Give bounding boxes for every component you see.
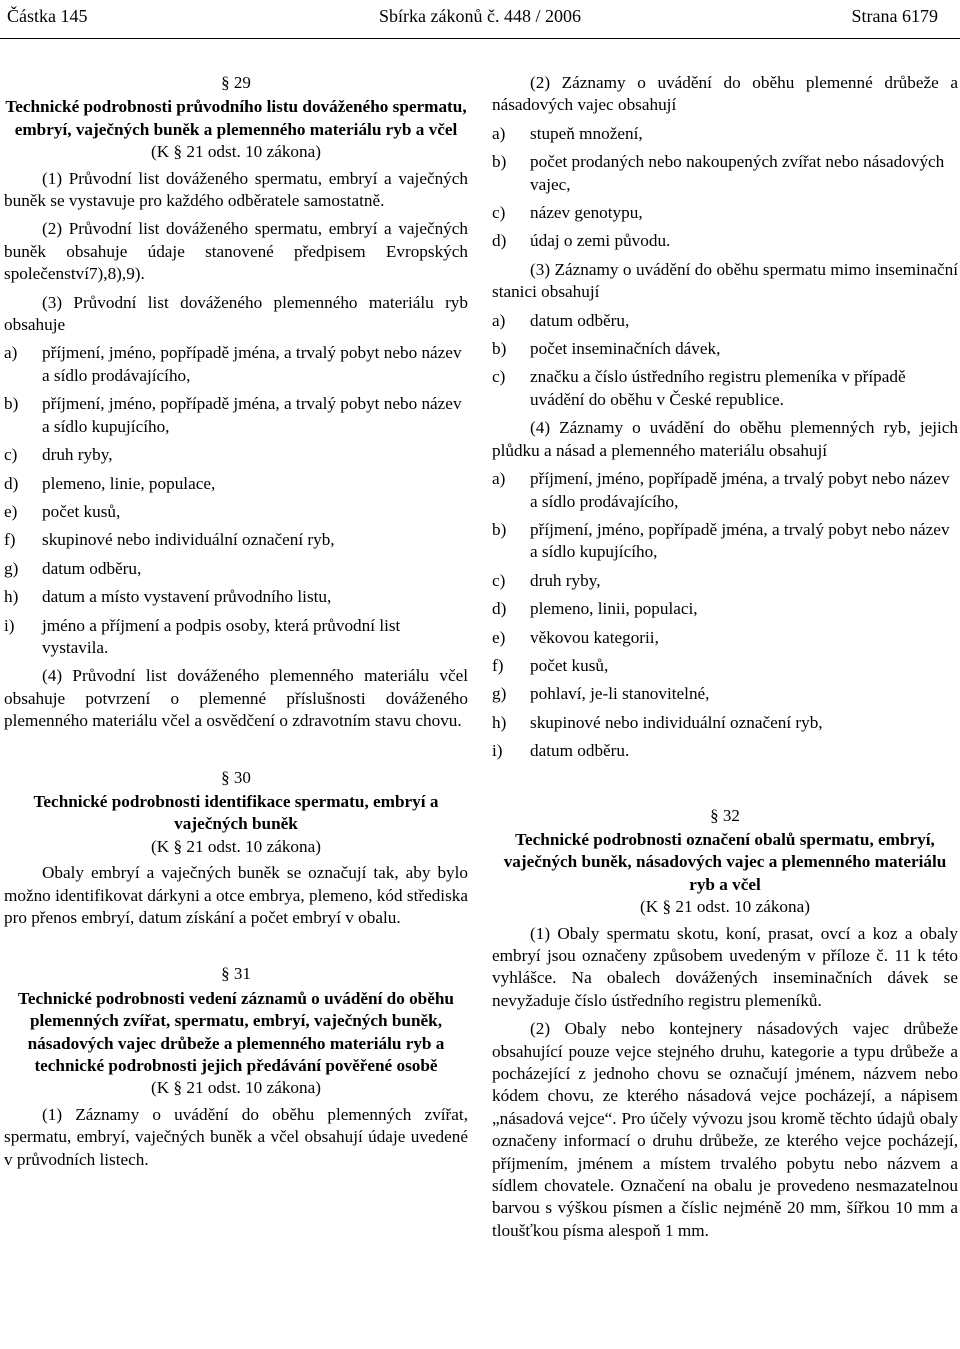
section-number: § 30	[221, 767, 251, 787]
list-item: e) věkovou kategorii,	[492, 627, 659, 647]
list-item: b) příjmení, jméno, popřípadě jména, a trvalý pobyt nebo název a sídlo kupujícího,	[4, 394, 462, 436]
paragraph: (1) Obaly spermatu skotu, koní, prasat, ovcí a koz a obaly embryí jsou označeny způsobem uvedeným v příloze č. 11 k této vyhlášce. Na obalech dovážených inseminačních dávek se nevyžaduje číslo ústředního registru plemeníků.	[492, 923, 958, 1010]
list-item: b) počet inseminačních dávek,	[492, 339, 721, 359]
paragraph: (3) Průvodní list dováženého plemenného materiálu ryb obsahuje	[4, 292, 468, 335]
item-list	[492, 123, 958, 253]
section-number: § 32	[710, 805, 740, 825]
list-item: d) plemeno, linii, populaci,	[492, 599, 698, 619]
section-reference: (K § 21 odst. 10 zákona)	[640, 897, 810, 917]
collection-title: Sbírka zákonů č. 448 / 2006	[379, 6, 581, 26]
item-list	[492, 468, 958, 762]
list-item: d) plemeno, linie, populace,	[4, 473, 216, 493]
list-item: e) počet kusů,	[4, 501, 121, 521]
list-item: d) údaj o zemi původu.	[492, 231, 671, 251]
section-title: Technické podrobnosti vedení záznamů o uvádění do oběhu plemenných zvířat, spermatu, embryí, vaječných buněk, násadových vajec drůbeže a plemenného materiálu ryb a technické podrobnosti jejich předávání pověřené osobě	[18, 988, 454, 1076]
paragraph: (4) Průvodní list dováženého plemenného materiálu včel obsahuje potvrzení o plemenné příslušnosti dováženého plemenného materiálu včel a osvědčení o zdravotním stavu chovu.	[4, 666, 468, 731]
list-item: a) příjmení, jméno, popřípadě jména, a trvalý pobyt nebo název a sídlo prodávajícího,	[492, 469, 950, 511]
section-reference: (K § 21 odst. 10 zákona)	[151, 836, 321, 856]
list-item: a) stupeň množení,	[492, 123, 643, 143]
list-item: f) skupinové nebo individuální označení ryb,	[4, 530, 335, 550]
paragraph: (3) Záznamy o uvádění do oběhu spermatu mimo inseminační stanici obsahují	[492, 259, 958, 302]
issue-number: Částka 145	[7, 6, 88, 26]
header-rule	[0, 38, 960, 39]
list-item: f) počet kusů,	[492, 655, 609, 675]
list-item: c) název genotypu,	[492, 203, 643, 223]
section-number: § 31	[221, 964, 251, 984]
item-list	[492, 310, 958, 412]
section-title: Technické podrobnosti označení obalů spermatu, embryí, vaječných buněk, násadových vajec a plemenného materiálu ryb a včel	[503, 829, 947, 894]
list-item: c) druh ryby,	[492, 570, 601, 590]
list-item: c) značku a číslo ústředního registru plemeníka v případě uvádění do oběhu v České republice.	[492, 367, 906, 409]
item-list	[4, 342, 468, 659]
page-header	[0, 0, 960, 40]
list-item: b) příjmení, jméno, popřípadě jména, a trvalý pobyt nebo název a sídlo kupujícího,	[492, 519, 950, 562]
list-item: c) druh ryby,	[4, 445, 113, 465]
section-number: § 29	[221, 73, 251, 92]
list-item: a) příjmení, jméno, popřípadě jména, a trvalý pobyt nebo název a sídlo prodávajícího,	[4, 343, 462, 385]
page-number: Strana 6179	[851, 6, 938, 26]
section-reference: (K § 21 odst. 10 zákona)	[151, 1078, 321, 1098]
paragraph: (1) Záznamy o uvádění do oběhu plemenných zvířat, spermatu, embryí, vaječných buněk a včel obsahují údaje uvedené v průvodních listech.	[4, 1104, 468, 1169]
right-column	[492, 72, 958, 1248]
paragraph: (2) Průvodní list dováženého spermatu, embryí a vaječných buněk obsahuje údaje stanovené předpisem Evropských společenství7),8),9).	[4, 219, 468, 284]
list-item: b) počet prodaných nebo nakoupených zvířat nebo násadových vajec,	[492, 152, 945, 194]
paragraph: (4) Záznamy o uvádění do oběhu plemenných ryb, jejich plůdku a násad a plemenného materiálu obsahují	[492, 418, 958, 460]
paragraph: Obaly embryí a vaječných buněk se označují tak, aby bylo možno identifikovat dárkyni a otce embrya, plemeno, kód střediska pro přenos embryí, datum získání a počet embryí v obalu.	[4, 863, 468, 927]
list-item: h) datum a místo vystavení průvodního listu,	[4, 587, 332, 607]
section-reference: (K § 21 odst. 10 zákona)	[151, 142, 321, 162]
section-title: Technické podrobnosti identifikace spermatu, embryí a vaječných buněk	[33, 791, 439, 834]
list-item: g) datum odběru,	[4, 558, 142, 578]
list-item: h) skupinové nebo individuální označení ryb,	[492, 712, 823, 732]
section-title: Technické podrobnosti průvodního listu dováženého spermatu, embryí, vaječných buněk a plemenného materiálu ryb a včel	[5, 97, 467, 139]
list-item: i) datum odběru.	[492, 741, 630, 761]
paragraph: (2) Záznamy o uvádění do oběhu plemenné drůbeže a násadových vajec obsahují	[492, 73, 958, 115]
paragraph: (1) Průvodní list dováženého spermatu, embryí a vaječných buněk se vystavuje pro každého odběratele samostatně.	[4, 168, 468, 211]
list-item: a) datum odběru,	[492, 310, 630, 330]
list-item: i) jméno a příjmení a podpis osoby, která průvodní list vystavila.	[4, 615, 401, 657]
list-item: g) pohlaví, je-li stanovitelné,	[492, 684, 710, 704]
left-column	[4, 72, 468, 1177]
paragraph: (2) Obaly nebo kontejnery násadových vajec drůbeže obsahující pouze vejce stejného druhu, kategorie a typu drůbeže a pocházející z jednoho chovu se označují jménem, názvem nebo kódem chovu, ze kterého násadová vejce pocházejí, a nápisem „násadová vejce“. Pro účely vývozu jsou kromě těchto údajů obaly označeny informací o druhu drůbeže, ze kterého vejce pocházejí, příjmením, jménem a místem trvalého pobytu nebo názvem a sídlem chovatele. Označení na obalu je provedeno nesmazatelnou barvou s výškou písmen a číslic nejméně 20 mm, šířkou 10 mm a tloušťkou písma alespoň 1 mm.	[492, 1019, 958, 1240]
